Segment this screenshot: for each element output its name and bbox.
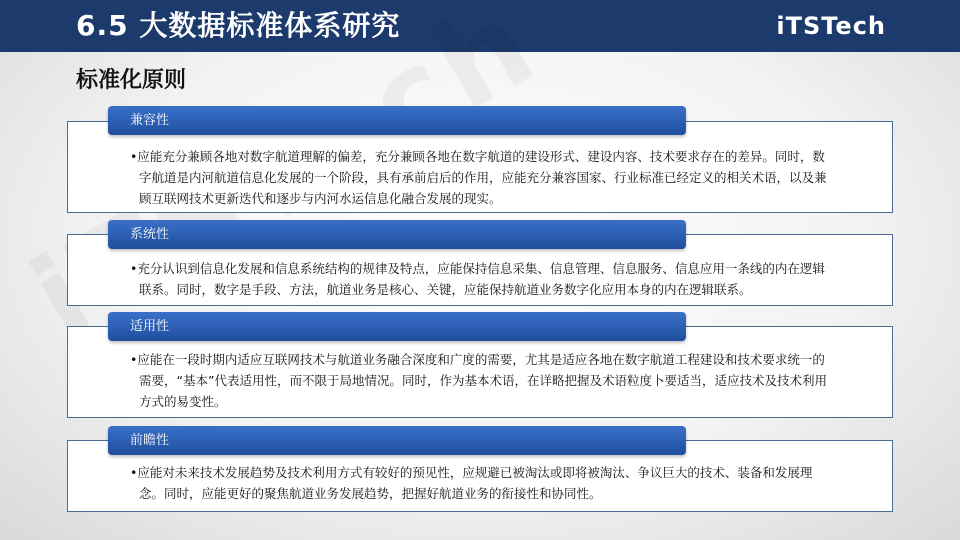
principle-text: •应能在一段时期内适应互联网技术与航道业务融合深度和广度的需要，尤其是适应各地在数字航道工程建设和技术要求统一的需要，“基本”代表适用性，而不限于局地情况。同时，作为基本术语，在详略把握及术语粒度卜要适当，适应技术及技术利用方式的易变性。 — [130, 352, 827, 409]
principle-tab-compatibility — [108, 106, 686, 135]
principle-label: 前瞻性 — [130, 433, 170, 448]
principle-label: 适用性 — [130, 319, 170, 334]
principle-text: •应能充分兼顾各地对数字航道理解的偏差，充分兼顾各地在数字航道的建设形式、建设内容、技术要求存在的差异。同时，数字航道是内河航道信息化发展的一个阶段，具有承前启后的作用，应能充分兼容国家、行业标准已经定义的相关术语，以及兼顾互联网技术更新迭代和逐步与内河水运信息化融合发展的现实。 — [130, 149, 827, 206]
principle-label: 系统性 — [130, 227, 170, 242]
brand-logo: iTSTech — [776, 12, 886, 40]
principle-tab-systematic — [108, 220, 686, 249]
principle-label: 兼容性 — [130, 113, 170, 128]
principle-text: •应能对未来技术发展趋势及技术利用方式有较好的预见性，应规避已被淘汰或即将被淘汰、争议巨大的技术、装备和发展理念。同时，应能更好的聚焦航道业务发展趋势，把握好航道业务的衔接性和协同性。 — [130, 465, 813, 501]
principle-tab-foresight — [108, 426, 686, 455]
header-bar — [0, 0, 960, 52]
principle-text: •充分认识到信息化发展和信息系统结构的规律及特点，应能保持信息采集、信息管理、信息服务、信息应用一条线的内在逻辑联系。同时，数字是手段、方法，航道业务是核心、关键，应能保持航道业务数字化应用本身的内在逻辑联系。 — [130, 261, 825, 297]
slide-title: 6.5 大数据标准体系研究 — [76, 9, 401, 42]
principle-tab-applicability — [108, 312, 686, 341]
section-title: 标准化原则 — [76, 68, 187, 93]
